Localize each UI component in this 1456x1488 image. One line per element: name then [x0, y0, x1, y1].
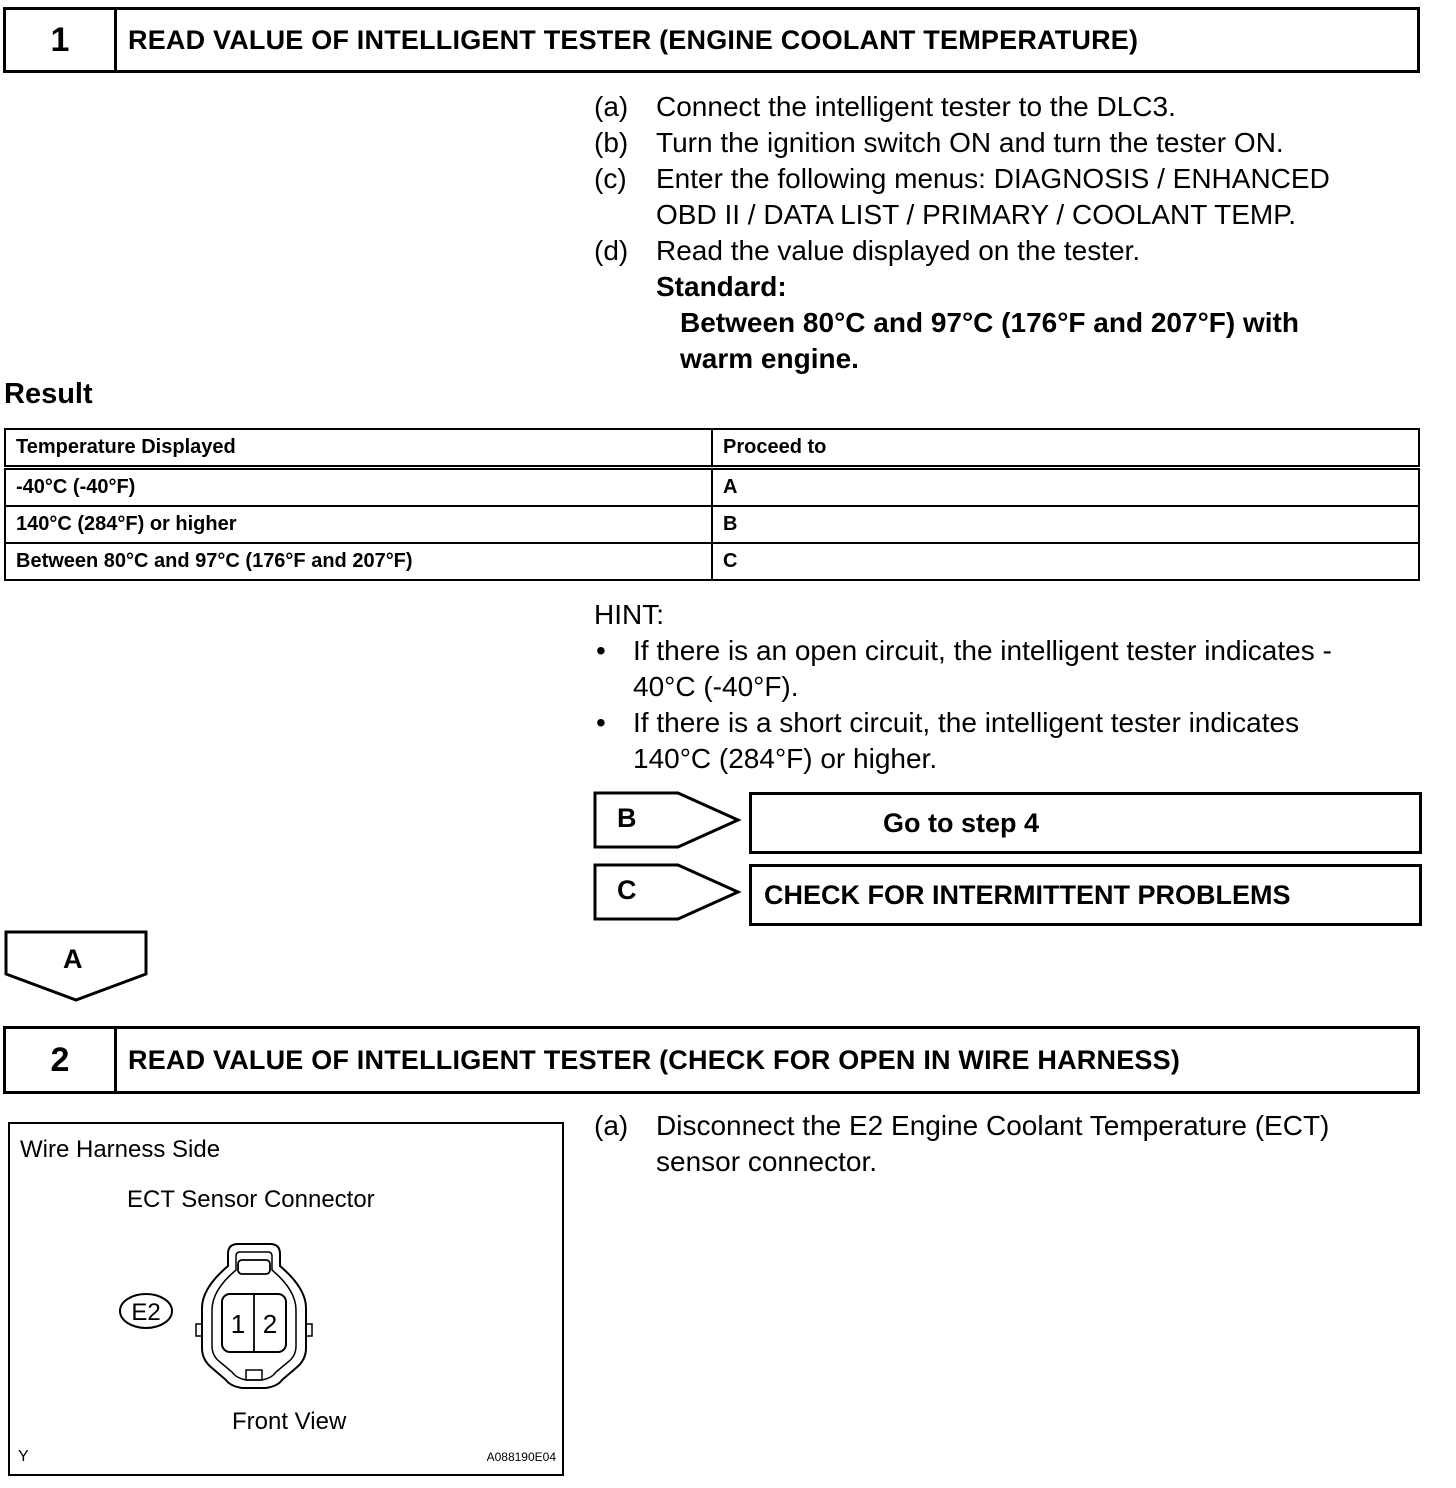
figure-id: A088190E04: [486, 1450, 556, 1464]
figure-view-label: Front View: [232, 1408, 347, 1435]
connector-figure: [8, 1122, 564, 1476]
step-2-header: [3, 1026, 1420, 1094]
branch-a-label: A: [63, 944, 83, 974]
table-cell-proceed: B: [712, 506, 1419, 543]
hint-label: HINT:: [594, 599, 664, 630]
connector-latch: [238, 1260, 270, 1274]
instruction-d-text: Read the value displayed on the tester.: [656, 235, 1141, 266]
table-cell-temperature: Between 80°C and 97°C (176°F and 207°F): [5, 543, 712, 580]
instruction-c-label: (c): [594, 163, 627, 194]
step-1-title: READ VALUE OF INTELLIGENT TESTER (ENGINE COOLANT TEMPERATURE): [128, 24, 1139, 55]
instruction-d-label: (d): [594, 235, 629, 266]
result-table: [4, 428, 1420, 581]
step-2-title: READ VALUE OF INTELLIGENT TESTER (CHECK FOR OPEN IN WIRE HARNESS): [128, 1044, 1181, 1075]
standard-value-line-2: warm engine.: [680, 343, 859, 374]
branch-c-arrow-icon: [593, 863, 743, 923]
hint-bullet-2-line-1: If there is a short circuit, the intelligent tester indicates: [633, 707, 1300, 738]
pin-1: 1: [230, 1309, 246, 1339]
step-1-number: 1: [6, 10, 117, 70]
instruction-a-label: (a): [594, 91, 629, 122]
ect-connector-diagram: [110, 1236, 370, 1401]
bullet-icon: •: [596, 635, 606, 666]
figure-corner-mark: Y: [18, 1448, 29, 1465]
step-2-instruction-a-line-2: sensor connector.: [656, 1146, 878, 1177]
bullet-icon: •: [596, 707, 606, 738]
branch-b-action: [749, 792, 1422, 854]
figure-connector-label: ECT Sensor Connector: [127, 1186, 375, 1213]
branch-c-action-text: CHECK FOR INTERMITTENT PROBLEMS: [764, 879, 1291, 910]
table-row: [5, 506, 1419, 543]
step-2-number: 2: [6, 1029, 117, 1091]
column-header-temperature: Temperature Displayed: [5, 429, 712, 468]
step-2-instruction-a-line-1: Disconnect the E2 Engine Coolant Temperature (ECT): [656, 1110, 1330, 1141]
table-row: [5, 468, 1419, 507]
branch-b-arrow-icon: [593, 791, 743, 851]
branch-c-action: [749, 864, 1422, 926]
result-heading: Result: [4, 378, 93, 410]
instruction-a-text: Connect the intelligent tester to the DLC3.: [656, 91, 1176, 122]
table-cell-proceed: A: [712, 468, 1419, 507]
standard-value-line-1: Between 80°C and 97°C (176°F and 207°F) with: [680, 307, 1299, 338]
instruction-c-text-2: OBD II / DATA LIST / PRIMARY / COOLANT TEMP.: [656, 199, 1297, 230]
table-cell-temperature: -40°C (-40°F): [5, 468, 712, 507]
instruction-b-label: (b): [594, 127, 629, 158]
table-row: [5, 543, 1419, 580]
hint-bullet-1-line-1: If there is an open circuit, the intelligent tester indicates -: [633, 635, 1332, 666]
figure-side-label: Wire Harness Side: [20, 1136, 221, 1163]
branch-c-label: C: [617, 875, 637, 905]
column-header-proceed: Proceed to: [712, 429, 1419, 468]
hint-bullet-2-line-2: 140°C (284°F) or higher.: [633, 743, 938, 774]
branch-b-action-text: Go to step 4: [883, 807, 1040, 838]
instruction-b-text: Turn the ignition switch ON and turn the tester ON.: [656, 127, 1284, 158]
pin-2: 2: [262, 1309, 278, 1339]
branch-b-label: B: [617, 803, 637, 833]
connector-code: E2: [131, 1299, 161, 1326]
step-1-header: [3, 7, 1420, 73]
hint-bullet-1-line-2: 40°C (-40°F).: [633, 671, 799, 702]
table-cell-temperature: 140°C (284°F) or higher: [5, 506, 712, 543]
connector-bottom-key: [246, 1370, 262, 1380]
step-2-instruction-a-label: (a): [594, 1110, 629, 1141]
instruction-c-text: Enter the following menus: DIAGNOSIS / ENHANCED: [656, 163, 1330, 194]
table-cell-proceed: C: [712, 543, 1419, 580]
standard-label: Standard:: [656, 271, 787, 302]
result-table-header: [5, 429, 1419, 468]
